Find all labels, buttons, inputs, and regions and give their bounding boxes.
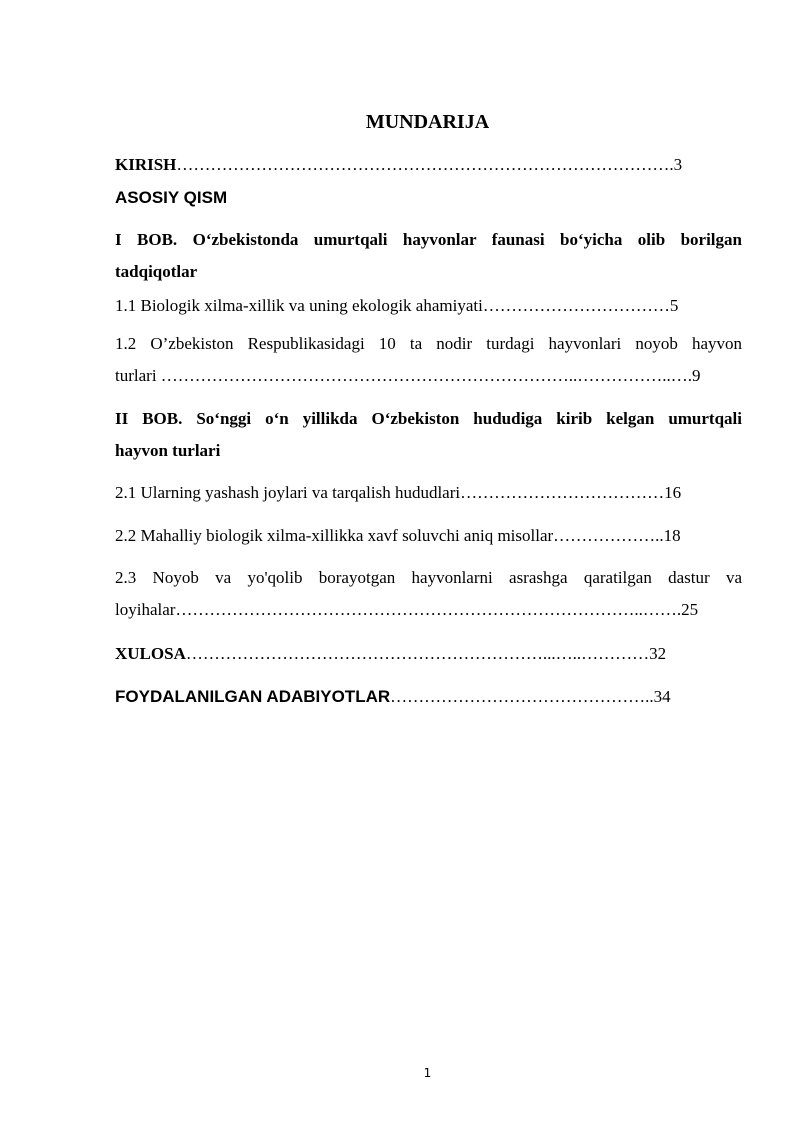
toc-dots: ………………………………………………………...…..………… <box>185 644 650 663</box>
toc-entry-2-3-line2 <box>115 598 742 622</box>
toc-dots: ……………………………………………………………………………. <box>176 155 674 174</box>
toc-dots: ……………………………… <box>460 483 665 502</box>
page-number: 1 <box>423 1066 432 1080</box>
toc-label: FOYDALANILGAN ADABIYOTLAR <box>115 687 391 706</box>
toc-label: 2.2 Mahalliy biologik xilma-xillikka xavf soluvchi aniq misollar <box>115 526 554 545</box>
toc-chapter-1-line2: tadqiqotlar <box>115 262 198 281</box>
toc-dots: ……………….. <box>553 526 664 545</box>
toc-page: 16 <box>664 483 682 502</box>
toc-label: XULOSA <box>115 644 186 663</box>
toc-entry-xulosa <box>115 642 742 666</box>
toc-label: 1.1 Biologik xilma-xillik va uning ekologik ahamiyati <box>115 296 483 315</box>
page-title: MUNDARIJA <box>365 111 490 133</box>
toc-page: 18 <box>663 526 681 545</box>
toc-chapter-2-line2: hayvon turlari <box>115 441 221 460</box>
toc-page: 32 <box>649 644 667 663</box>
toc-page: 5 <box>669 296 679 315</box>
toc-entry-1-1 <box>115 294 742 318</box>
toc-entry-foydalanilgan <box>115 685 742 709</box>
toc-entry-2-1 <box>115 481 742 505</box>
toc-page: 3 <box>673 155 683 174</box>
toc-heading-asosiy: ASOSIY QISM <box>115 188 228 207</box>
toc-dots: …………………………… <box>482 296 670 315</box>
toc-page: 34 <box>653 687 671 706</box>
toc-label: turlari <box>115 366 161 385</box>
toc-label: KIRISH <box>115 155 177 174</box>
toc-dots: ……………………………………….. <box>390 687 654 706</box>
toc-entry-1-2-line2 <box>115 364 742 388</box>
toc-chapter-1-line1: I BOB. O‘zbekistonda umurtqali hayvonlar faunasi bo‘yicha olib borilgan <box>115 230 742 249</box>
toc-chapter-2-line1: II BOB. So‘nggi o‘n yillikda O‘zbekiston hududiga kirib kelgan umurtqali <box>115 409 742 428</box>
toc-label: loyihalar <box>115 600 176 619</box>
toc-page: 25 <box>681 600 699 619</box>
toc-entry-kirish <box>115 153 742 177</box>
toc-dots: ………………………………………………………………..……………..…. <box>160 366 693 385</box>
toc-page: 9 <box>692 366 701 385</box>
toc-dots: ………………………………………………………………………..……. <box>175 600 682 619</box>
toc-entry-2-2 <box>115 524 742 548</box>
toc-entry-1-2-line1: 1.2 O’zbekiston Respublikasidagi 10 ta nodir turdagi hayvonlari noyob hayvon <box>115 334 742 353</box>
toc-label: 2.1 Ularning yashash joylari va tarqalish hududlari <box>115 483 461 502</box>
toc-entry-2-3-line1: 2.3 Noyob va yo'qolib borayotgan hayvonlarni asrashga qaratilgan dastur va <box>115 568 742 587</box>
